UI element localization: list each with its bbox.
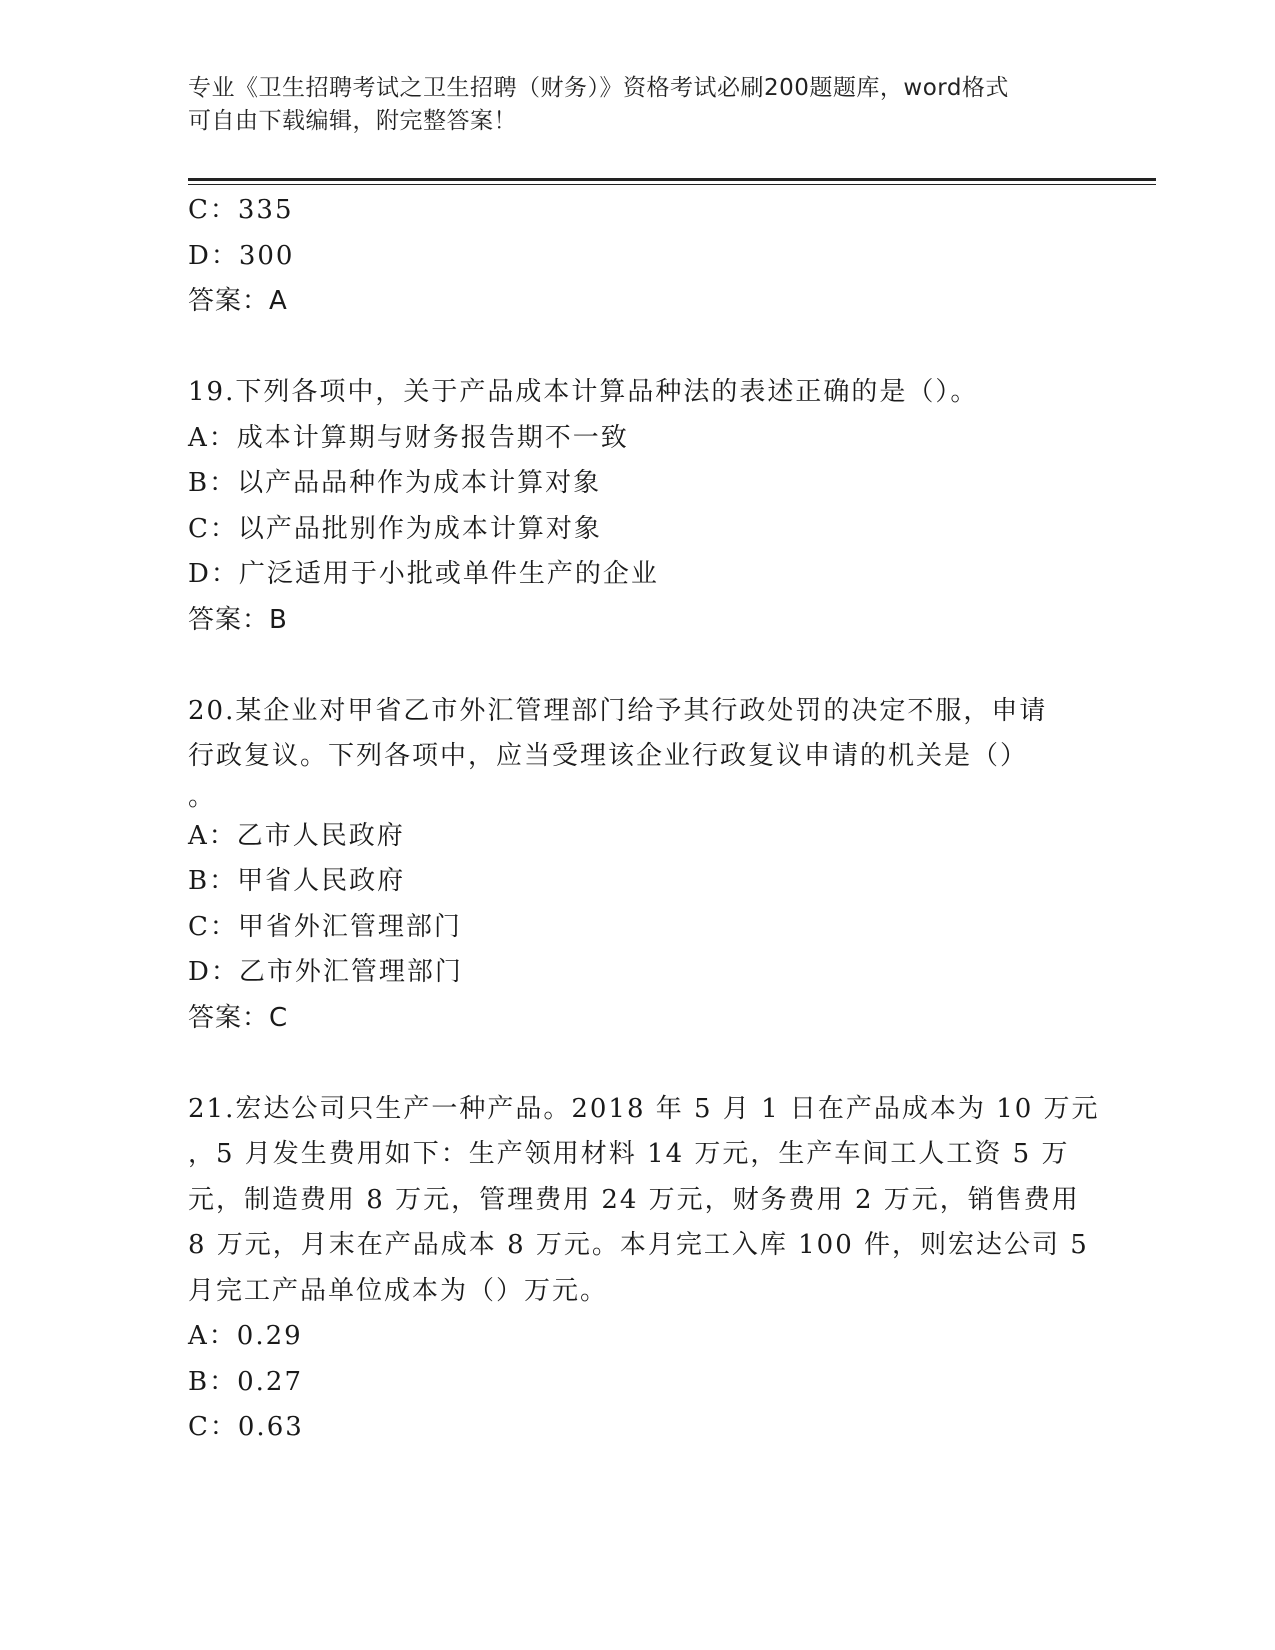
option-b: B：0.27 [188,1366,303,1397]
question-21 [188,1087,1100,1451]
spacer [188,1041,1088,1087]
question-stem-line-4: 8 万元，月末在产品成本 8 万元。本月完工入库 100 件，则宏达公司 5 [188,1230,1089,1260]
option-d: D：300 [188,240,295,271]
question-stem-line-2: 行政复议。下列各项中，应当受理该企业行政复议申请的机关是（） [188,741,1029,771]
question-stem-line-2: ，5 月发生费用如下：生产领用材料 14 万元，生产车间工人工资 5 万 [188,1139,1070,1169]
answer: 答案：C [188,1002,289,1033]
spacer [188,325,1088,371]
option-c: C：0.63 [188,1412,304,1442]
option-a: A：0.29 [188,1321,303,1351]
answer: 答案：A [188,286,288,316]
question-stem-line-5: 月完工产品单位成本为（）万元。 [188,1275,609,1306]
option-a: A：成本计算期与财务报告期不一致 [188,422,629,453]
option-c: C：335 [188,195,294,225]
question-content [188,188,1100,1451]
answer: 答案：B [188,604,288,635]
question-20 [188,689,1088,1042]
header-divider-thin [188,184,1156,185]
question-stem: 19.下列各项中，关于产品成本计算品种法的表述正确的是（）。 [188,377,979,407]
header-line-1: 专业《卫生招聘考试之卫生招聘（财务）》资格考试必刷200题题库，word格式 [188,75,1009,101]
question-19 [188,370,1088,643]
question-stem-line-3: 。 [188,781,217,812]
option-b: B：甲省人民政府 [188,866,406,896]
option-b: B：以产品品种作为成本计算对象 [188,468,602,498]
spacer [188,643,1088,689]
option-c: C：甲省外汇管理部门 [188,911,462,942]
question-stem-line-1: 21.宏达公司只生产一种产品。2018 年 5 月 1 日在产品成本为 10 万元 [188,1093,1100,1124]
question-18 [188,188,1088,325]
header-line-2: 可自由下载编辑，附完整答案！ [188,108,517,134]
option-a: A：乙市人民政府 [188,820,405,851]
question-stem-line-3: 元，制造费用 8 万元，管理费用 24 万元，财务费用 2 万元，销售费用 [188,1184,1080,1215]
header-divider-thick [188,178,1156,181]
option-d: D：乙市外汇管理部门 [188,957,463,987]
option-c: C：以产品批别作为成本计算对象 [188,513,602,544]
option-d: D：广泛适用于小批或单件生产的企业 [188,559,659,589]
document-header [188,72,1088,138]
question-stem-line-1: 20.某企业对甲省乙市外汇管理部门给予其行政处罚的决定不服，申请 [188,695,1048,726]
